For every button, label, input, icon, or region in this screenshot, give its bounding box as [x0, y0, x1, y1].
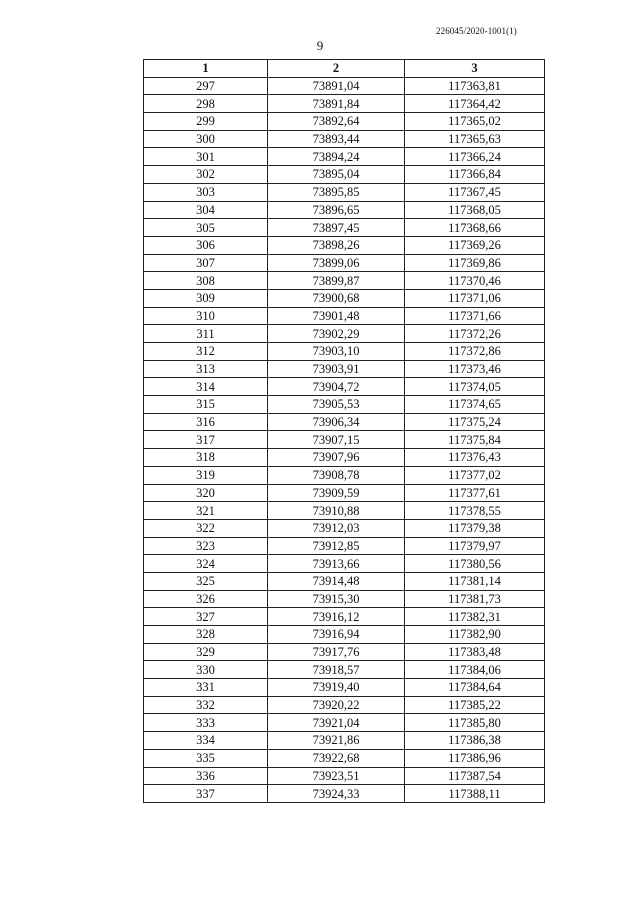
table-cell: 307	[144, 254, 268, 272]
table-row	[144, 219, 545, 237]
table-cell: 331	[144, 679, 268, 697]
table-cell: 306	[144, 236, 268, 254]
table-cell: 73913,66	[268, 555, 405, 573]
table-row	[144, 254, 545, 272]
table-cell: 73917,76	[268, 643, 405, 661]
table-row	[144, 166, 545, 184]
table-cell: 308	[144, 272, 268, 290]
table-row	[144, 272, 545, 290]
table-cell: 73919,40	[268, 679, 405, 697]
table-cell: 73923,51	[268, 767, 405, 785]
table-cell: 323	[144, 537, 268, 555]
table-cell: 117379,38	[405, 519, 545, 537]
coordinates-table	[143, 59, 545, 803]
table-cell: 117384,06	[405, 661, 545, 679]
table-cell: 320	[144, 484, 268, 502]
table-cell: 297	[144, 77, 268, 95]
table-cell: 73924,33	[268, 785, 405, 803]
table-row	[144, 431, 545, 449]
table-cell: 326	[144, 590, 268, 608]
table-cell: 117384,64	[405, 679, 545, 697]
table-cell: 329	[144, 643, 268, 661]
table-cell: 117368,05	[405, 201, 545, 219]
table-row	[144, 590, 545, 608]
table-cell: 318	[144, 449, 268, 467]
table-cell: 73898,26	[268, 236, 405, 254]
table-row	[144, 661, 545, 679]
table-cell: 73916,94	[268, 626, 405, 644]
table-cell: 301	[144, 148, 268, 166]
table-cell: 117388,11	[405, 785, 545, 803]
table-cell: 117387,54	[405, 767, 545, 785]
table-cell: 73899,06	[268, 254, 405, 272]
table-row	[144, 201, 545, 219]
table-row	[144, 484, 545, 502]
table-row	[144, 343, 545, 361]
table-cell: 117365,02	[405, 113, 545, 131]
table-cell: 117372,86	[405, 343, 545, 361]
table-cell: 299	[144, 113, 268, 131]
table-row	[144, 714, 545, 732]
table-cell: 117380,56	[405, 555, 545, 573]
table-cell: 117383,48	[405, 643, 545, 661]
table-row	[144, 732, 545, 750]
table-row	[144, 325, 545, 343]
column-header-2: 2	[268, 60, 405, 78]
table-cell: 73921,04	[268, 714, 405, 732]
table-cell: 73892,64	[268, 113, 405, 131]
table-row	[144, 378, 545, 396]
table-cell: 332	[144, 696, 268, 714]
table-header-row	[144, 60, 545, 78]
table-cell: 117366,84	[405, 166, 545, 184]
table-row	[144, 413, 545, 431]
table-cell: 73910,88	[268, 502, 405, 520]
table-cell: 117369,26	[405, 236, 545, 254]
table-cell: 117382,31	[405, 608, 545, 626]
table-cell: 304	[144, 201, 268, 219]
table-cell: 73904,72	[268, 378, 405, 396]
table-cell: 117369,86	[405, 254, 545, 272]
table-row	[144, 502, 545, 520]
page-number: 9	[316, 38, 324, 53]
table-cell: 117370,46	[405, 272, 545, 290]
column-header-1: 1	[144, 60, 268, 78]
table-cell: 73903,10	[268, 343, 405, 361]
table-row	[144, 696, 545, 714]
table-row	[144, 113, 545, 131]
table-cell: 73916,12	[268, 608, 405, 626]
table-cell: 317	[144, 431, 268, 449]
table-row	[144, 396, 545, 414]
table-cell: 73918,57	[268, 661, 405, 679]
table-cell: 73915,30	[268, 590, 405, 608]
table-cell: 324	[144, 555, 268, 573]
table-cell: 313	[144, 360, 268, 378]
table-cell: 117375,24	[405, 413, 545, 431]
table-cell: 117376,43	[405, 449, 545, 467]
table-row	[144, 130, 545, 148]
table-cell: 73920,22	[268, 696, 405, 714]
table-cell: 73891,04	[268, 77, 405, 95]
column-header-3: 3	[405, 60, 545, 78]
table-cell: 73896,65	[268, 201, 405, 219]
table-cell: 314	[144, 378, 268, 396]
table-row	[144, 555, 545, 573]
table-row	[144, 236, 545, 254]
table-cell: 117373,46	[405, 360, 545, 378]
table-cell: 315	[144, 396, 268, 414]
table-row	[144, 767, 545, 785]
table-row	[144, 77, 545, 95]
table-cell: 73906,34	[268, 413, 405, 431]
table-row	[144, 643, 545, 661]
table-row	[144, 466, 545, 484]
table-cell: 117367,45	[405, 183, 545, 201]
table-cell: 321	[144, 502, 268, 520]
table-row	[144, 608, 545, 626]
table-cell: 117386,96	[405, 749, 545, 767]
table-row	[144, 537, 545, 555]
table-cell: 73895,85	[268, 183, 405, 201]
table-cell: 117368,66	[405, 219, 545, 237]
table-cell: 73908,78	[268, 466, 405, 484]
table-row	[144, 749, 545, 767]
table-cell: 333	[144, 714, 268, 732]
table-row	[144, 360, 545, 378]
table-row	[144, 519, 545, 537]
table-row	[144, 95, 545, 113]
table-row	[144, 307, 545, 325]
table-cell: 117366,24	[405, 148, 545, 166]
table-cell: 117372,26	[405, 325, 545, 343]
table-cell: 322	[144, 519, 268, 537]
table-cell: 73893,44	[268, 130, 405, 148]
table-cell: 73891,84	[268, 95, 405, 113]
table-cell: 337	[144, 785, 268, 803]
table-cell: 73907,96	[268, 449, 405, 467]
table-cell: 73922,68	[268, 749, 405, 767]
table-cell: 311	[144, 325, 268, 343]
table-cell: 73905,53	[268, 396, 405, 414]
table-cell: 336	[144, 767, 268, 785]
table-cell: 298	[144, 95, 268, 113]
table-cell: 73894,24	[268, 148, 405, 166]
table-cell: 325	[144, 572, 268, 590]
table-cell: 309	[144, 289, 268, 307]
table-cell: 117379,97	[405, 537, 545, 555]
table-cell: 73895,04	[268, 166, 405, 184]
table-cell: 327	[144, 608, 268, 626]
table-cell: 73914,48	[268, 572, 405, 590]
table-cell: 73909,59	[268, 484, 405, 502]
table-cell: 302	[144, 166, 268, 184]
table-cell: 117365,63	[405, 130, 545, 148]
table-cell: 117377,61	[405, 484, 545, 502]
table-cell: 117371,66	[405, 307, 545, 325]
table-cell: 310	[144, 307, 268, 325]
table-cell: 73921,86	[268, 732, 405, 750]
table-cell: 303	[144, 183, 268, 201]
table-cell: 73899,87	[268, 272, 405, 290]
table-cell: 117385,80	[405, 714, 545, 732]
table-row	[144, 679, 545, 697]
table-cell: 300	[144, 130, 268, 148]
table-cell: 73900,68	[268, 289, 405, 307]
table-cell: 73912,03	[268, 519, 405, 537]
table-cell: 316	[144, 413, 268, 431]
table-cell: 117371,06	[405, 289, 545, 307]
table-cell: 117364,42	[405, 95, 545, 113]
table-cell: 319	[144, 466, 268, 484]
table-cell: 117382,90	[405, 626, 545, 644]
document-id: 226045/2020-1001(1)	[436, 26, 517, 36]
table-row	[144, 449, 545, 467]
table-cell: 117363,81	[405, 77, 545, 95]
table-cell: 117381,73	[405, 590, 545, 608]
table-cell: 334	[144, 732, 268, 750]
table-cell: 117385,22	[405, 696, 545, 714]
table-cell: 73897,45	[268, 219, 405, 237]
table-cell: 330	[144, 661, 268, 679]
table-cell: 73903,91	[268, 360, 405, 378]
table-cell: 117374,65	[405, 396, 545, 414]
table-cell: 117378,55	[405, 502, 545, 520]
table-cell: 117386,38	[405, 732, 545, 750]
table-cell: 335	[144, 749, 268, 767]
table-row	[144, 572, 545, 590]
table-row	[144, 626, 545, 644]
table-cell: 117377,02	[405, 466, 545, 484]
table-row	[144, 183, 545, 201]
table-row	[144, 148, 545, 166]
table-cell: 117374,05	[405, 378, 545, 396]
table-body	[144, 77, 545, 802]
table-cell: 73901,48	[268, 307, 405, 325]
table-cell: 117381,14	[405, 572, 545, 590]
table-cell: 73902,29	[268, 325, 405, 343]
table-cell: 73912,85	[268, 537, 405, 555]
table-cell: 117375,84	[405, 431, 545, 449]
table-cell: 73907,15	[268, 431, 405, 449]
table-row	[144, 289, 545, 307]
table-cell: 328	[144, 626, 268, 644]
table-cell: 312	[144, 343, 268, 361]
table-row	[144, 785, 545, 803]
table-cell: 305	[144, 219, 268, 237]
